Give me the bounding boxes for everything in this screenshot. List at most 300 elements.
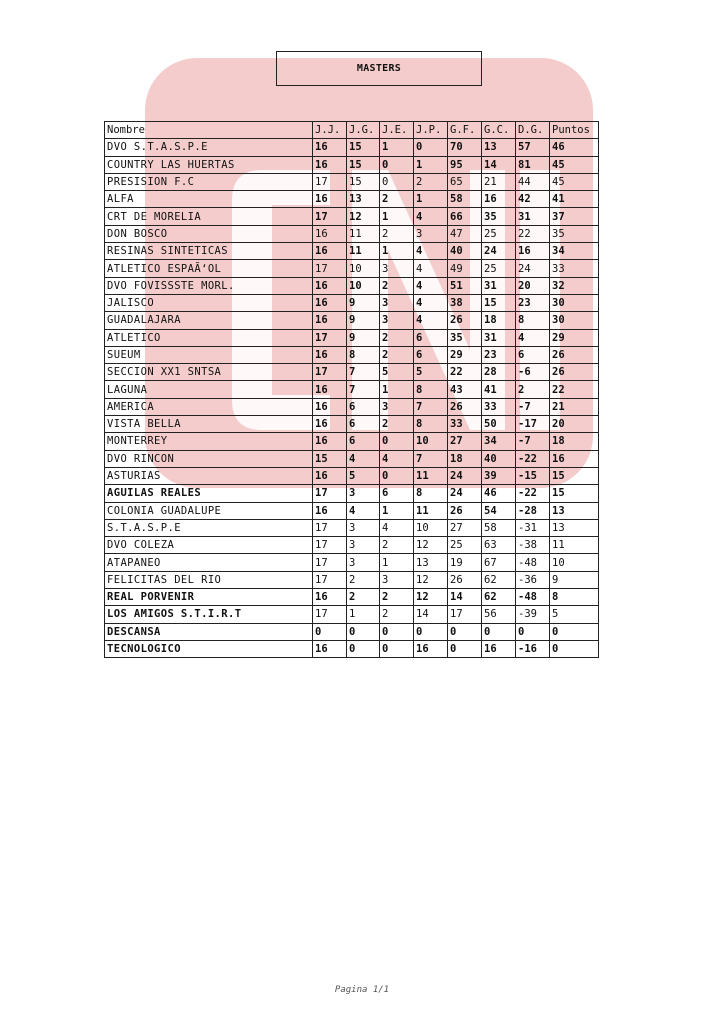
stat-cell: 4 (414, 243, 448, 260)
stat-cell: 25 (482, 225, 516, 242)
stat-cell: 0 (550, 623, 599, 640)
stat-cell: 4 (414, 277, 448, 294)
stat-cell: 3 (347, 554, 380, 571)
stat-cell: 67 (482, 554, 516, 571)
stat-cell: 12 (414, 589, 448, 606)
stat-cell: 16 (313, 277, 347, 294)
stat-cell: 1 (380, 554, 414, 571)
stat-cell: 23 (482, 346, 516, 363)
stat-cell: 24 (448, 467, 482, 484)
stat-cell: 29 (448, 346, 482, 363)
stat-cell: 7 (414, 398, 448, 415)
stat-cell: 35 (482, 208, 516, 225)
stat-cell: 95 (448, 156, 482, 173)
stat-cell: 0 (347, 640, 380, 657)
stat-cell: 26 (448, 571, 482, 588)
stat-cell: 17 (313, 519, 347, 536)
stat-cell: 1 (380, 139, 414, 156)
stat-cell: 2 (380, 329, 414, 346)
stat-cell: 47 (448, 225, 482, 242)
stat-cell: 8 (347, 346, 380, 363)
table-row (105, 243, 599, 260)
stat-cell: 3 (414, 225, 448, 242)
stat-cell: 16 (313, 294, 347, 311)
stat-cell: 17 (313, 554, 347, 571)
stat-cell: 2 (347, 571, 380, 588)
stat-cell: 2 (414, 173, 448, 190)
col-header-jp: J.P. (414, 122, 448, 139)
stat-cell: 70 (448, 139, 482, 156)
stat-cell: 4 (414, 294, 448, 311)
stat-cell: 15 (550, 467, 599, 484)
stat-cell: 57 (516, 139, 550, 156)
table-row (105, 606, 599, 623)
stat-cell: 1 (380, 502, 414, 519)
stat-cell: 3 (380, 260, 414, 277)
stat-cell: 20 (516, 277, 550, 294)
stat-cell: 0 (550, 640, 599, 657)
stat-cell: 30 (550, 294, 599, 311)
table-row (105, 640, 599, 657)
stat-cell: 16 (313, 156, 347, 173)
stat-cell: 4 (414, 312, 448, 329)
table-row (105, 554, 599, 571)
team-name-cell: AGUILAS REALES (105, 485, 313, 502)
stat-cell: 13 (550, 502, 599, 519)
stat-cell: 24 (516, 260, 550, 277)
team-name-cell: ASTURIAS (105, 467, 313, 484)
stat-cell: 4 (380, 519, 414, 536)
stat-cell: 3 (380, 398, 414, 415)
stat-cell: 10 (347, 277, 380, 294)
stat-cell: 16 (313, 589, 347, 606)
stat-cell: 8 (414, 485, 448, 502)
stat-cell: 4 (516, 329, 550, 346)
stat-cell: 23 (516, 294, 550, 311)
standings-table (104, 121, 599, 658)
stat-cell: 28 (482, 364, 516, 381)
stat-cell: 0 (380, 467, 414, 484)
stat-cell: 18 (550, 433, 599, 450)
stat-cell: 32 (550, 277, 599, 294)
stat-cell: 17 (313, 537, 347, 554)
stat-cell: 0 (380, 156, 414, 173)
stat-cell: 1 (347, 606, 380, 623)
team-name-cell: CRT DE MORELIA (105, 208, 313, 225)
stat-cell: 0 (482, 623, 516, 640)
team-name-cell: DESCANSA (105, 623, 313, 640)
col-header-gc: G.C. (482, 122, 516, 139)
stat-cell: 15 (347, 173, 380, 190)
stat-cell: 15 (313, 450, 347, 467)
stat-cell: 3 (347, 485, 380, 502)
stat-cell: 26 (448, 398, 482, 415)
stat-cell: 0 (414, 139, 448, 156)
stat-cell: 22 (516, 225, 550, 242)
stat-cell: 22 (448, 364, 482, 381)
stat-cell: -36 (516, 571, 550, 588)
stat-cell: 8 (414, 416, 448, 433)
team-name-cell: ATLETICO ESPAÃ‘OL (105, 260, 313, 277)
stat-cell: 46 (550, 139, 599, 156)
stat-cell: 25 (482, 260, 516, 277)
team-name-cell: COLONIA GUADALUPE (105, 502, 313, 519)
col-header-jj: J.J. (313, 122, 347, 139)
stat-cell: -28 (516, 502, 550, 519)
stat-cell: 18 (448, 450, 482, 467)
stat-cell: 0 (313, 623, 347, 640)
stat-cell: -6 (516, 364, 550, 381)
stat-cell: 44 (516, 173, 550, 190)
stat-cell: 1 (380, 381, 414, 398)
stat-cell: 35 (550, 225, 599, 242)
stat-cell: 2 (380, 346, 414, 363)
stat-cell: 39 (482, 467, 516, 484)
team-name-cell: SUEUM (105, 346, 313, 363)
team-name-cell: FELICITAS DEL RIO (105, 571, 313, 588)
stat-cell: 9 (347, 294, 380, 311)
team-name-cell: DVO RINCON (105, 450, 313, 467)
stat-cell: 24 (448, 485, 482, 502)
stat-cell: 31 (482, 329, 516, 346)
stat-cell: 2 (516, 381, 550, 398)
stat-cell: -38 (516, 537, 550, 554)
stat-cell: 51 (448, 277, 482, 294)
stat-cell: 1 (380, 208, 414, 225)
stat-cell: 2 (380, 537, 414, 554)
stat-cell: 4 (380, 450, 414, 467)
col-header-jg: J.G. (347, 122, 380, 139)
stat-cell: 26 (550, 364, 599, 381)
team-name-cell: ATLETICO (105, 329, 313, 346)
table-row (105, 364, 599, 381)
stat-cell: 6 (414, 329, 448, 346)
stat-cell: 8 (414, 381, 448, 398)
stat-cell: 1 (380, 243, 414, 260)
stat-cell: 17 (313, 485, 347, 502)
team-name-cell: COUNTRY LAS HUERTAS (105, 156, 313, 173)
table-row (105, 277, 599, 294)
team-name-cell: ALFA (105, 191, 313, 208)
stat-cell: 16 (313, 433, 347, 450)
stat-cell: 6 (347, 416, 380, 433)
stat-cell: 66 (448, 208, 482, 225)
stat-cell: 18 (482, 312, 516, 329)
stat-cell: 2 (380, 225, 414, 242)
stat-cell: 2 (380, 191, 414, 208)
stat-cell: 8 (550, 589, 599, 606)
stat-cell: 45 (550, 156, 599, 173)
stat-cell: 6 (347, 398, 380, 415)
team-name-cell: DVO S.T.A.S.P.E (105, 139, 313, 156)
stat-cell: 58 (448, 191, 482, 208)
stat-cell: 16 (313, 225, 347, 242)
team-name-cell: DVO COLEZA (105, 537, 313, 554)
team-name-cell: RESINAS SINTETICAS (105, 243, 313, 260)
stat-cell: 15 (550, 485, 599, 502)
stat-cell: 17 (313, 571, 347, 588)
stat-cell: 5 (414, 364, 448, 381)
team-name-cell: GUADALAJARA (105, 312, 313, 329)
stat-cell: 10 (550, 554, 599, 571)
stat-cell: 4 (347, 502, 380, 519)
stat-cell: 16 (516, 243, 550, 260)
table-row (105, 433, 599, 450)
stat-cell: 14 (482, 156, 516, 173)
stat-cell: 21 (550, 398, 599, 415)
stat-cell: 54 (482, 502, 516, 519)
table-row (105, 537, 599, 554)
stat-cell: -22 (516, 450, 550, 467)
stat-cell: 6 (380, 485, 414, 502)
stat-cell: 8 (516, 312, 550, 329)
stat-cell: 17 (313, 364, 347, 381)
stat-cell: 9 (550, 571, 599, 588)
team-name-cell: DVO FOVISSSTE MORL. (105, 277, 313, 294)
stat-cell: 3 (347, 519, 380, 536)
stat-cell: 14 (448, 589, 482, 606)
stat-cell: 10 (347, 260, 380, 277)
stat-cell: 12 (347, 208, 380, 225)
stat-cell: 17 (313, 260, 347, 277)
stat-cell: 17 (313, 606, 347, 623)
stat-cell: 22 (550, 381, 599, 398)
table-row (105, 173, 599, 190)
table-row (105, 312, 599, 329)
stat-cell: 2 (347, 589, 380, 606)
stat-cell: 33 (448, 416, 482, 433)
stat-cell: 19 (448, 554, 482, 571)
stat-cell: 17 (313, 329, 347, 346)
stat-cell: 38 (448, 294, 482, 311)
stat-cell: 46 (482, 485, 516, 502)
stat-cell: 21 (482, 173, 516, 190)
stat-cell: 13 (550, 519, 599, 536)
col-header-je: J.E. (380, 122, 414, 139)
stat-cell: 16 (482, 640, 516, 657)
stat-cell: 34 (482, 433, 516, 450)
table-row (105, 398, 599, 415)
stat-cell: 1 (414, 191, 448, 208)
table-row (105, 571, 599, 588)
stat-cell: 16 (313, 381, 347, 398)
stat-cell: 16 (313, 502, 347, 519)
table-row (105, 519, 599, 536)
stat-cell: 2 (380, 606, 414, 623)
stat-cell: 0 (380, 173, 414, 190)
stat-cell: 4 (414, 260, 448, 277)
table-row (105, 294, 599, 311)
stat-cell: 13 (414, 554, 448, 571)
stat-cell: 11 (347, 243, 380, 260)
stat-cell: 0 (448, 623, 482, 640)
stat-cell: 16 (550, 450, 599, 467)
stat-cell: 2 (380, 277, 414, 294)
team-name-cell: AMERICA (105, 398, 313, 415)
stat-cell: 30 (550, 312, 599, 329)
stat-cell: 26 (550, 346, 599, 363)
team-name-cell: ATAPANEO (105, 554, 313, 571)
stat-cell: 10 (414, 433, 448, 450)
stat-cell: 12 (414, 537, 448, 554)
stat-cell: 31 (516, 208, 550, 225)
stat-cell: 2 (380, 589, 414, 606)
stat-cell: 7 (414, 450, 448, 467)
table-row (105, 623, 599, 640)
stat-cell: 0 (414, 623, 448, 640)
team-name-cell: REAL PORVENIR (105, 589, 313, 606)
col-header-gf: G.F. (448, 122, 482, 139)
table-row (105, 260, 599, 277)
stat-cell: 3 (380, 294, 414, 311)
stat-cell: 5 (380, 364, 414, 381)
stat-cell: -7 (516, 433, 550, 450)
stat-cell: 16 (313, 640, 347, 657)
stat-cell: 65 (448, 173, 482, 190)
stat-cell: 16 (313, 398, 347, 415)
stat-cell: 41 (550, 191, 599, 208)
stat-cell: 4 (347, 450, 380, 467)
stat-cell: 12 (414, 571, 448, 588)
stat-cell: 7 (347, 381, 380, 398)
team-name-cell: DON BOSCO (105, 225, 313, 242)
stat-cell: 17 (448, 606, 482, 623)
team-name-cell: TECNOLOGICO (105, 640, 313, 657)
stat-cell: 33 (550, 260, 599, 277)
stat-cell: 9 (347, 329, 380, 346)
stat-cell: 16 (313, 467, 347, 484)
stat-cell: 26 (448, 312, 482, 329)
team-name-cell: VISTA BELLA (105, 416, 313, 433)
stat-cell: -17 (516, 416, 550, 433)
stat-cell: 56 (482, 606, 516, 623)
stat-cell: 6 (414, 346, 448, 363)
team-name-cell: S.T.A.S.P.E (105, 519, 313, 536)
stat-cell: -7 (516, 398, 550, 415)
stat-cell: 17 (313, 173, 347, 190)
report-title: MASTERS (276, 51, 482, 86)
stat-cell: 15 (347, 156, 380, 173)
col-header-puntos: Puntos (550, 122, 599, 139)
stat-cell: 10 (414, 519, 448, 536)
stat-cell: 50 (482, 416, 516, 433)
stat-cell: 49 (448, 260, 482, 277)
col-header-dg: D.G. (516, 122, 550, 139)
stat-cell: 16 (313, 139, 347, 156)
stat-cell: 11 (414, 467, 448, 484)
stat-cell: 33 (482, 398, 516, 415)
stat-cell: 13 (347, 191, 380, 208)
stat-cell: 14 (414, 606, 448, 623)
stat-cell: -31 (516, 519, 550, 536)
stat-cell: 3 (380, 312, 414, 329)
stat-cell: 4 (414, 208, 448, 225)
stat-cell: -15 (516, 467, 550, 484)
stat-cell: -16 (516, 640, 550, 657)
table-row (105, 329, 599, 346)
stat-cell: 42 (516, 191, 550, 208)
stat-cell: 40 (448, 243, 482, 260)
stat-cell: 37 (550, 208, 599, 225)
stat-cell: 6 (347, 433, 380, 450)
stat-cell: -39 (516, 606, 550, 623)
table-row (105, 225, 599, 242)
stat-cell: 62 (482, 589, 516, 606)
stat-cell: -48 (516, 554, 550, 571)
team-name-cell: LOS AMIGOS S.T.I.R.T (105, 606, 313, 623)
stat-cell: 62 (482, 571, 516, 588)
stat-cell: -48 (516, 589, 550, 606)
stat-cell: 13 (482, 139, 516, 156)
table-row (105, 156, 599, 173)
table-row (105, 208, 599, 225)
table-row (105, 450, 599, 467)
stat-cell: 0 (380, 640, 414, 657)
stat-cell: 6 (516, 346, 550, 363)
stat-cell: 0 (380, 433, 414, 450)
stat-cell: 5 (347, 467, 380, 484)
stat-cell: 40 (482, 450, 516, 467)
stat-cell: 16 (313, 416, 347, 433)
stat-cell: 81 (516, 156, 550, 173)
stat-cell: 27 (448, 433, 482, 450)
team-name-cell: PRESISION F.C (105, 173, 313, 190)
stat-cell: 0 (347, 623, 380, 640)
stat-cell: 11 (414, 502, 448, 519)
stat-cell: -22 (516, 485, 550, 502)
stat-cell: 25 (448, 537, 482, 554)
stat-cell: 0 (516, 623, 550, 640)
stat-cell: 63 (482, 537, 516, 554)
stat-cell: 26 (448, 502, 482, 519)
stat-cell: 15 (482, 294, 516, 311)
stat-cell: 2 (380, 416, 414, 433)
table-row (105, 467, 599, 484)
table-row (105, 502, 599, 519)
stat-cell: 41 (482, 381, 516, 398)
stat-cell: 9 (347, 312, 380, 329)
team-name-cell: LAGUNA (105, 381, 313, 398)
stat-cell: 27 (448, 519, 482, 536)
stat-cell: 16 (313, 243, 347, 260)
stat-cell: 34 (550, 243, 599, 260)
table-row (105, 589, 599, 606)
table-row (105, 139, 599, 156)
team-name-cell: SECCION XX1 SNTSA (105, 364, 313, 381)
table-row (105, 191, 599, 208)
stat-cell: 15 (347, 139, 380, 156)
stat-cell: 5 (550, 606, 599, 623)
team-name-cell: JALISCO (105, 294, 313, 311)
stat-cell: 3 (380, 571, 414, 588)
stat-cell: 16 (313, 191, 347, 208)
stat-cell: 16 (414, 640, 448, 657)
stat-cell: 16 (313, 312, 347, 329)
stat-cell: 0 (448, 640, 482, 657)
table-row (105, 416, 599, 433)
table-header-row (105, 122, 599, 139)
stat-cell: 11 (550, 537, 599, 554)
stat-cell: 20 (550, 416, 599, 433)
page-footer: Pagina 1/1 (334, 985, 390, 995)
stat-cell: 16 (482, 191, 516, 208)
stat-cell: 16 (313, 346, 347, 363)
stat-cell: 43 (448, 381, 482, 398)
table-row (105, 346, 599, 363)
table-row (105, 381, 599, 398)
table-row (105, 485, 599, 502)
stat-cell: 11 (347, 225, 380, 242)
